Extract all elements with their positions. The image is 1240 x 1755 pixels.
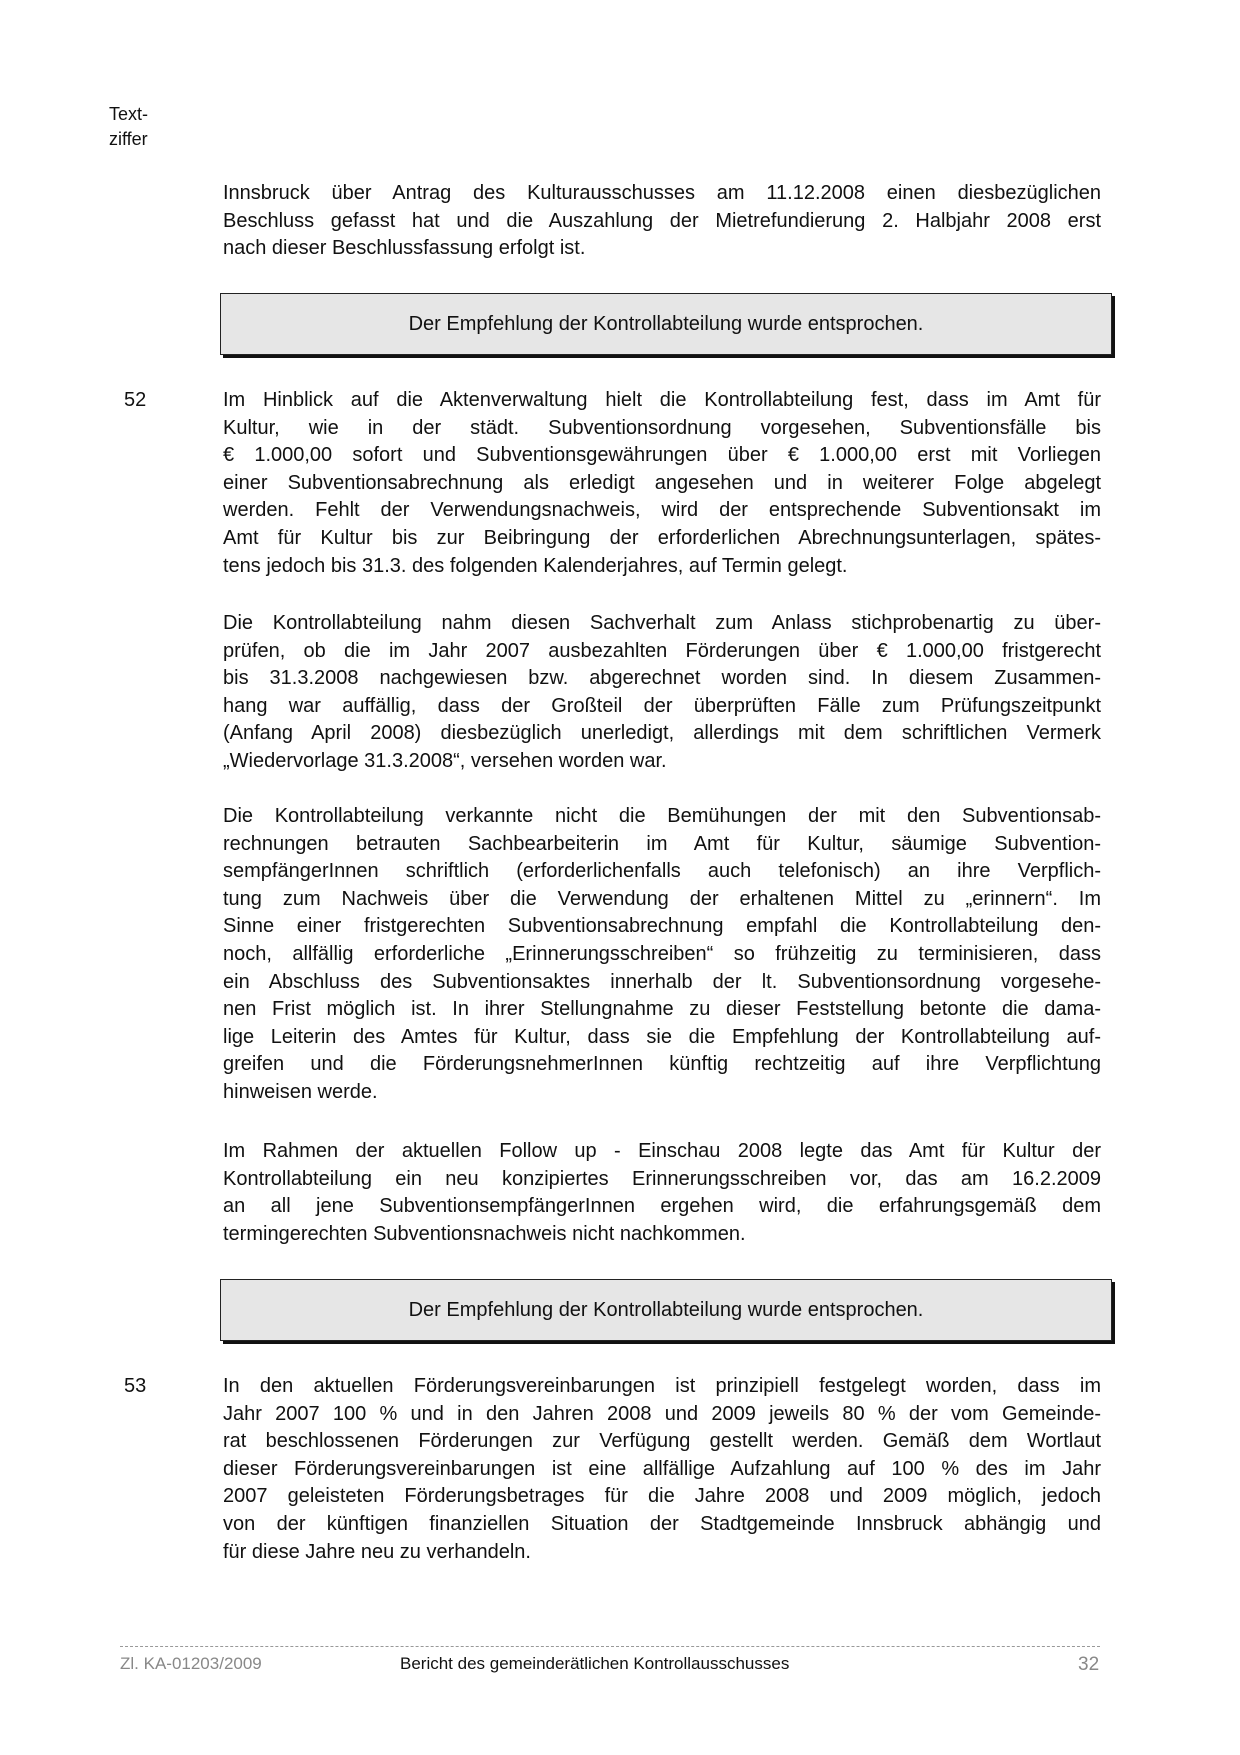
- text-line: rechnungen betrauten Sachbearbeiterin im Amt für Kultur, säumige Subvention-: [223, 832, 1101, 855]
- margin-label: [109, 102, 148, 152]
- text-line: Kultur, wie in der städt. Subventionsordnung vorgesehen, Subventionsfälle bis: [223, 416, 1101, 439]
- text-line: Sinne einer fristgerechten Subventionsabrechnung empfahl die Kontrollabteilung den-: [223, 915, 1101, 938]
- text-line: hang war auffällig, dass der Großteil der überprüften Fälle zum Prüfungszeitpunkt: [223, 694, 1101, 717]
- text-line: bis 31.3.2008 nachgewiesen bzw. abgerechnet worden sind. In diesem Zusammen-: [223, 667, 1101, 690]
- text-line: Die Kontrollabteilung verkannte nicht die Bemühungen der mit den Subventionsab-: [223, 805, 1101, 827]
- text-line: noch, allfällig erforderliche „Erinnerungsschreiben“ so frühzeitig zu terminisieren, dass: [223, 942, 1101, 965]
- recommendation-box: Der Empfehlung der Kontrollabteilung wurde entsprochen.: [220, 1279, 1112, 1341]
- margin-label-line: Text-: [109, 104, 149, 124]
- margin-label-line: ziffer: [109, 129, 148, 149]
- intro-paragraph: [223, 180, 1101, 263]
- text-line: Innsbruck über Antrag des Kulturausschusses am 11.12.2008 einen diesbezüglichen: [223, 182, 1101, 204]
- text-line: 2007 geleisteten Förderungsbetrages für die Jahre 2008 und 2009 möglich, jedoch: [223, 1485, 1101, 1508]
- paragraph: [223, 803, 1101, 1107]
- text-line: Amt für Kultur bis zur Beibringung der erforderlichen Abrechnungsunterlagen, spätes-: [223, 526, 1101, 549]
- recommendation-box: Der Empfehlung der Kontrollabteilung wurde entsprochen.: [220, 293, 1112, 355]
- text-line: rat beschlossenen Förderungen zur Verfügung gestellt werden. Gemäß dem Wortlaut: [223, 1430, 1101, 1453]
- text-line: In den aktuellen Förderungsvereinbarungen ist prinzipiell festgelegt worden, dass im: [223, 1375, 1101, 1397]
- text-line: Im Rahmen der aktuellen Follow up - Einschau 2008 legte das Amt für Kultur der: [223, 1140, 1101, 1162]
- paragraph: [223, 610, 1101, 776]
- text-line: ein Abschluss des Subventionsaktes innerhalb der lt. Subventionsordnung vorgesehe-: [223, 970, 1101, 993]
- text-line: termingerechten Subventionsnachweis nicht nachkommen.: [223, 1222, 746, 1245]
- text-line: greifen und die FörderungsnehmerInnen künftig rechtzeitig auf ihre Verpflichtung: [223, 1053, 1101, 1076]
- footer-title: Bericht des gemeinderätlichen Kontrollausschusses: [400, 1654, 790, 1673]
- text-line: € 1.000,00 sofort und Subventionsgewährungen über € 1.000,00 erst mit Vorliegen: [223, 444, 1101, 467]
- text-line: nach dieser Beschlussfassung erfolgt ist.: [223, 237, 586, 260]
- text-line: dieser Förderungsvereinbarungen ist eine allfällige Aufzahlung auf 100 % des im Jahr: [223, 1457, 1101, 1480]
- section-number: 52: [124, 389, 147, 411]
- text-line: sempfängerInnen schriftlich (erforderlichenfalls auch telefonisch) an ihre Verpflich-: [223, 860, 1101, 883]
- text-line: Jahr 2007 100 % und in den Jahren 2008 und 2009 jeweils 80 % der vom Gemeinde-: [223, 1402, 1101, 1425]
- text-line: werden. Fehlt der Verwendungsnachweis, wird der entsprechende Subventionsakt im: [223, 499, 1101, 522]
- text-line: Kontrollabteilung ein neu konzipiertes Erinnerungsschreiben vor, das am 16.2.2009: [223, 1167, 1101, 1190]
- paragraph: [223, 387, 1101, 580]
- text-line: an all jene SubventionsempfängerInnen ergehen wird, die erfahrungsgemäß dem: [223, 1195, 1101, 1218]
- footer-divider: [120, 1646, 1100, 1647]
- text-line: tens jedoch bis 31.3. des folgenden Kalenderjahres, auf Termin gelegt.: [223, 554, 848, 577]
- text-line: hinweisen werde.: [223, 1080, 378, 1103]
- text-line: Beschluss gefasst hat und die Auszahlung der Mietrefundierung 2. Halbjahr 2008 erst: [223, 209, 1101, 232]
- text-line: prüfen, ob die im Jahr 2007 ausbezahlten Förderungen über € 1.000,00 fristgerecht: [223, 639, 1101, 662]
- text-line: lige Leiterin des Amtes für Kultur, dass sie die Empfehlung der Kontrollabteilung auf-: [223, 1025, 1101, 1048]
- text-line: Im Hinblick auf die Aktenverwaltung hielt die Kontrollabteilung fest, dass im Amt für: [223, 389, 1101, 411]
- text-line: einer Subventionsabrechnung als erledigt angesehen und in weiterer Folge abgelegt: [223, 471, 1101, 494]
- text-line: tung zum Nachweis über die Verwendung der erhaltenen Mittel zu „erinnern“. Im: [223, 887, 1101, 910]
- section-number: 53: [124, 1375, 147, 1397]
- text-line: „Wiedervorlage 31.3.2008“, versehen worden war.: [223, 749, 667, 772]
- page-number: 32: [1078, 1654, 1100, 1675]
- footer-reference: Zl. KA-01203/2009: [120, 1654, 262, 1673]
- text-line: (Anfang April 2008) diesbezüglich unerledigt, allerdings mit dem schriftlichen Vermerk: [223, 722, 1101, 745]
- paragraph: [223, 1373, 1101, 1566]
- paragraph: [223, 1138, 1101, 1248]
- text-line: Die Kontrollabteilung nahm diesen Sachverhalt zum Anlass stichprobenartig zu über-: [223, 612, 1101, 634]
- text-line: von der künftigen finanziellen Situation der Stadtgemeinde Innsbruck abhängig und: [223, 1512, 1101, 1535]
- text-line: für diese Jahre neu zu verhandeln.: [223, 1540, 531, 1563]
- text-line: nen Frist möglich ist. In ihrer Stellungnahme zu dieser Feststellung betonte die dama-: [223, 998, 1101, 1021]
